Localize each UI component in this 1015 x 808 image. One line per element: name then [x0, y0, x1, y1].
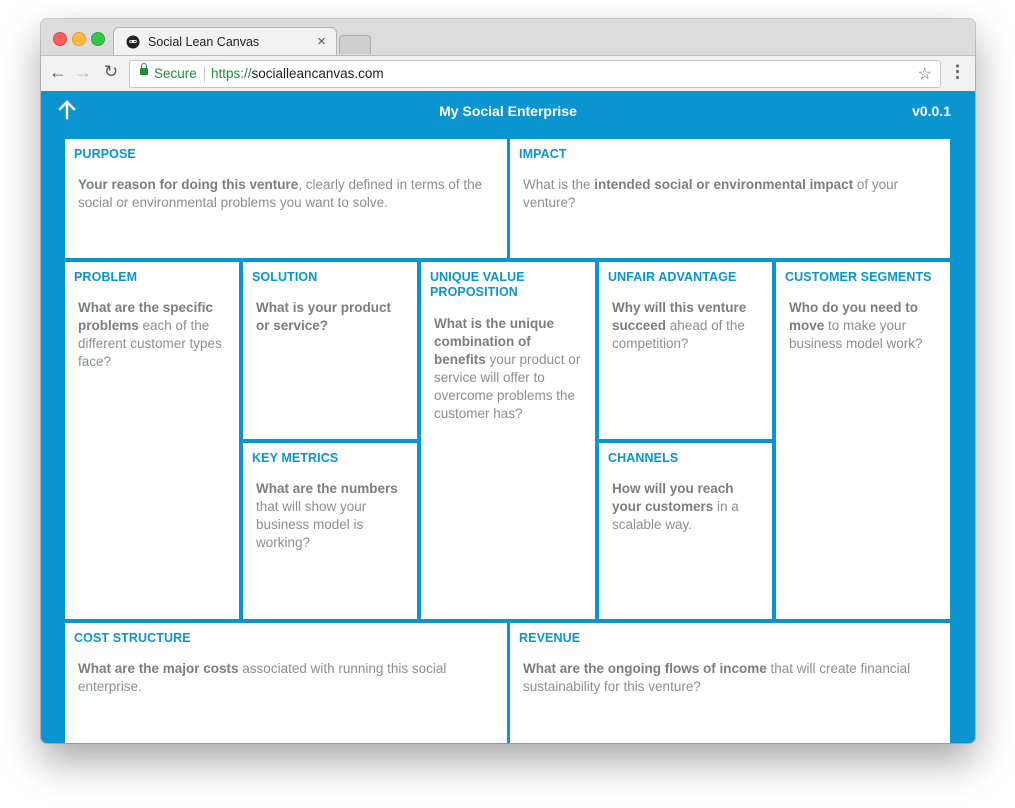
solution-title: SOLUTION: [252, 270, 318, 284]
impact-description: What is the intended social or environmental impact of your venture?: [523, 177, 899, 210]
key-metrics-title: KEY METRICS: [252, 451, 339, 465]
purpose-block[interactable]: [65, 139, 507, 258]
browser-window: [41, 19, 975, 743]
channels-title: CHANNELS: [608, 451, 679, 465]
app-header: [41, 91, 975, 131]
browser-toolbar: [41, 55, 975, 92]
impact-title: IMPACT: [519, 147, 567, 161]
purpose-description: Your reason for doing this venture, clearly defined in terms of the social or environmental problems you want to solve.: [78, 177, 483, 210]
secure-label: Secure: [154, 66, 197, 81]
problem-description: What are the specific problems each of the different customer types face?: [78, 300, 222, 369]
browser-menu-icon[interactable]: ⋮: [949, 62, 966, 81]
address-bar[interactable]: [129, 60, 941, 88]
maximize-window-button[interactable]: [91, 32, 105, 46]
uvp-title: UNIQUE VALUE PROPOSITION: [430, 270, 525, 299]
browser-tab[interactable]: [113, 27, 337, 56]
problem-block[interactable]: [65, 262, 239, 619]
new-tab-button[interactable]: [339, 35, 371, 54]
problem-title: PROBLEM: [74, 270, 138, 284]
favicon-icon: [126, 35, 140, 49]
uvp-description: What is the unique combination of benefits your product or service will offer to overcome problems the customer has?: [434, 316, 581, 421]
forward-arrow-icon[interactable]: →: [74, 62, 92, 82]
unique-value-proposition-block[interactable]: [421, 262, 595, 619]
back-arrow-icon[interactable]: ←: [49, 62, 67, 82]
customer-segments-description: Who do you need to move to make your business model work?: [789, 300, 923, 351]
bookmark-star-icon[interactable]: ☆: [917, 66, 932, 83]
solution-description: What is your product or service?: [256, 300, 391, 333]
cost-structure-title: COST STRUCTURE: [74, 631, 191, 645]
unfair-advantage-block[interactable]: [599, 262, 772, 439]
channels-block[interactable]: [599, 443, 772, 619]
revenue-title: REVENUE: [519, 631, 581, 645]
channels-description: How will you reach your customers in a scalable way.: [612, 481, 739, 532]
tab-close-icon[interactable]: ×: [317, 33, 326, 50]
divider: [204, 66, 205, 82]
tab-bar: [41, 19, 975, 55]
customer-segments-title: CUSTOMER SEGMENTS: [785, 270, 932, 284]
revenue-description: What are the ongoing flows of income that will create financial sustainability for this venture?: [523, 661, 911, 694]
revenue-block[interactable]: [510, 623, 950, 743]
impact-block[interactable]: [510, 139, 950, 258]
unfair-advantage-title: UNFAIR ADVANTAGE: [608, 270, 737, 284]
url-text[interactable]: [211, 66, 384, 81]
key-metrics-description: What are the numbers that will show your business model is working?: [256, 481, 398, 550]
tab-title: Social Lean Canvas: [148, 35, 260, 49]
app-area: [41, 91, 975, 743]
close-window-button[interactable]: [53, 32, 67, 46]
lock-icon: [140, 68, 148, 75]
cost-structure-description: What are the major costs associated with running this social enterprise.: [78, 661, 447, 694]
solution-block[interactable]: [243, 262, 417, 439]
minimize-window-button[interactable]: [72, 32, 86, 46]
url-scheme: https://: [211, 66, 252, 81]
url-host: socialleancanvas.com: [251, 66, 384, 81]
version-label: v0.0.1: [912, 103, 951, 119]
app-title[interactable]: My Social Enterprise: [439, 103, 577, 119]
reload-icon[interactable]: ↻: [103, 62, 119, 81]
customer-segments-block[interactable]: [776, 262, 950, 619]
key-metrics-block[interactable]: [243, 443, 417, 619]
purpose-title: PURPOSE: [74, 147, 136, 161]
unfair-advantage-description: Why will this venture succeed ahead of the competition?: [612, 300, 747, 351]
cost-structure-block[interactable]: [65, 623, 507, 743]
